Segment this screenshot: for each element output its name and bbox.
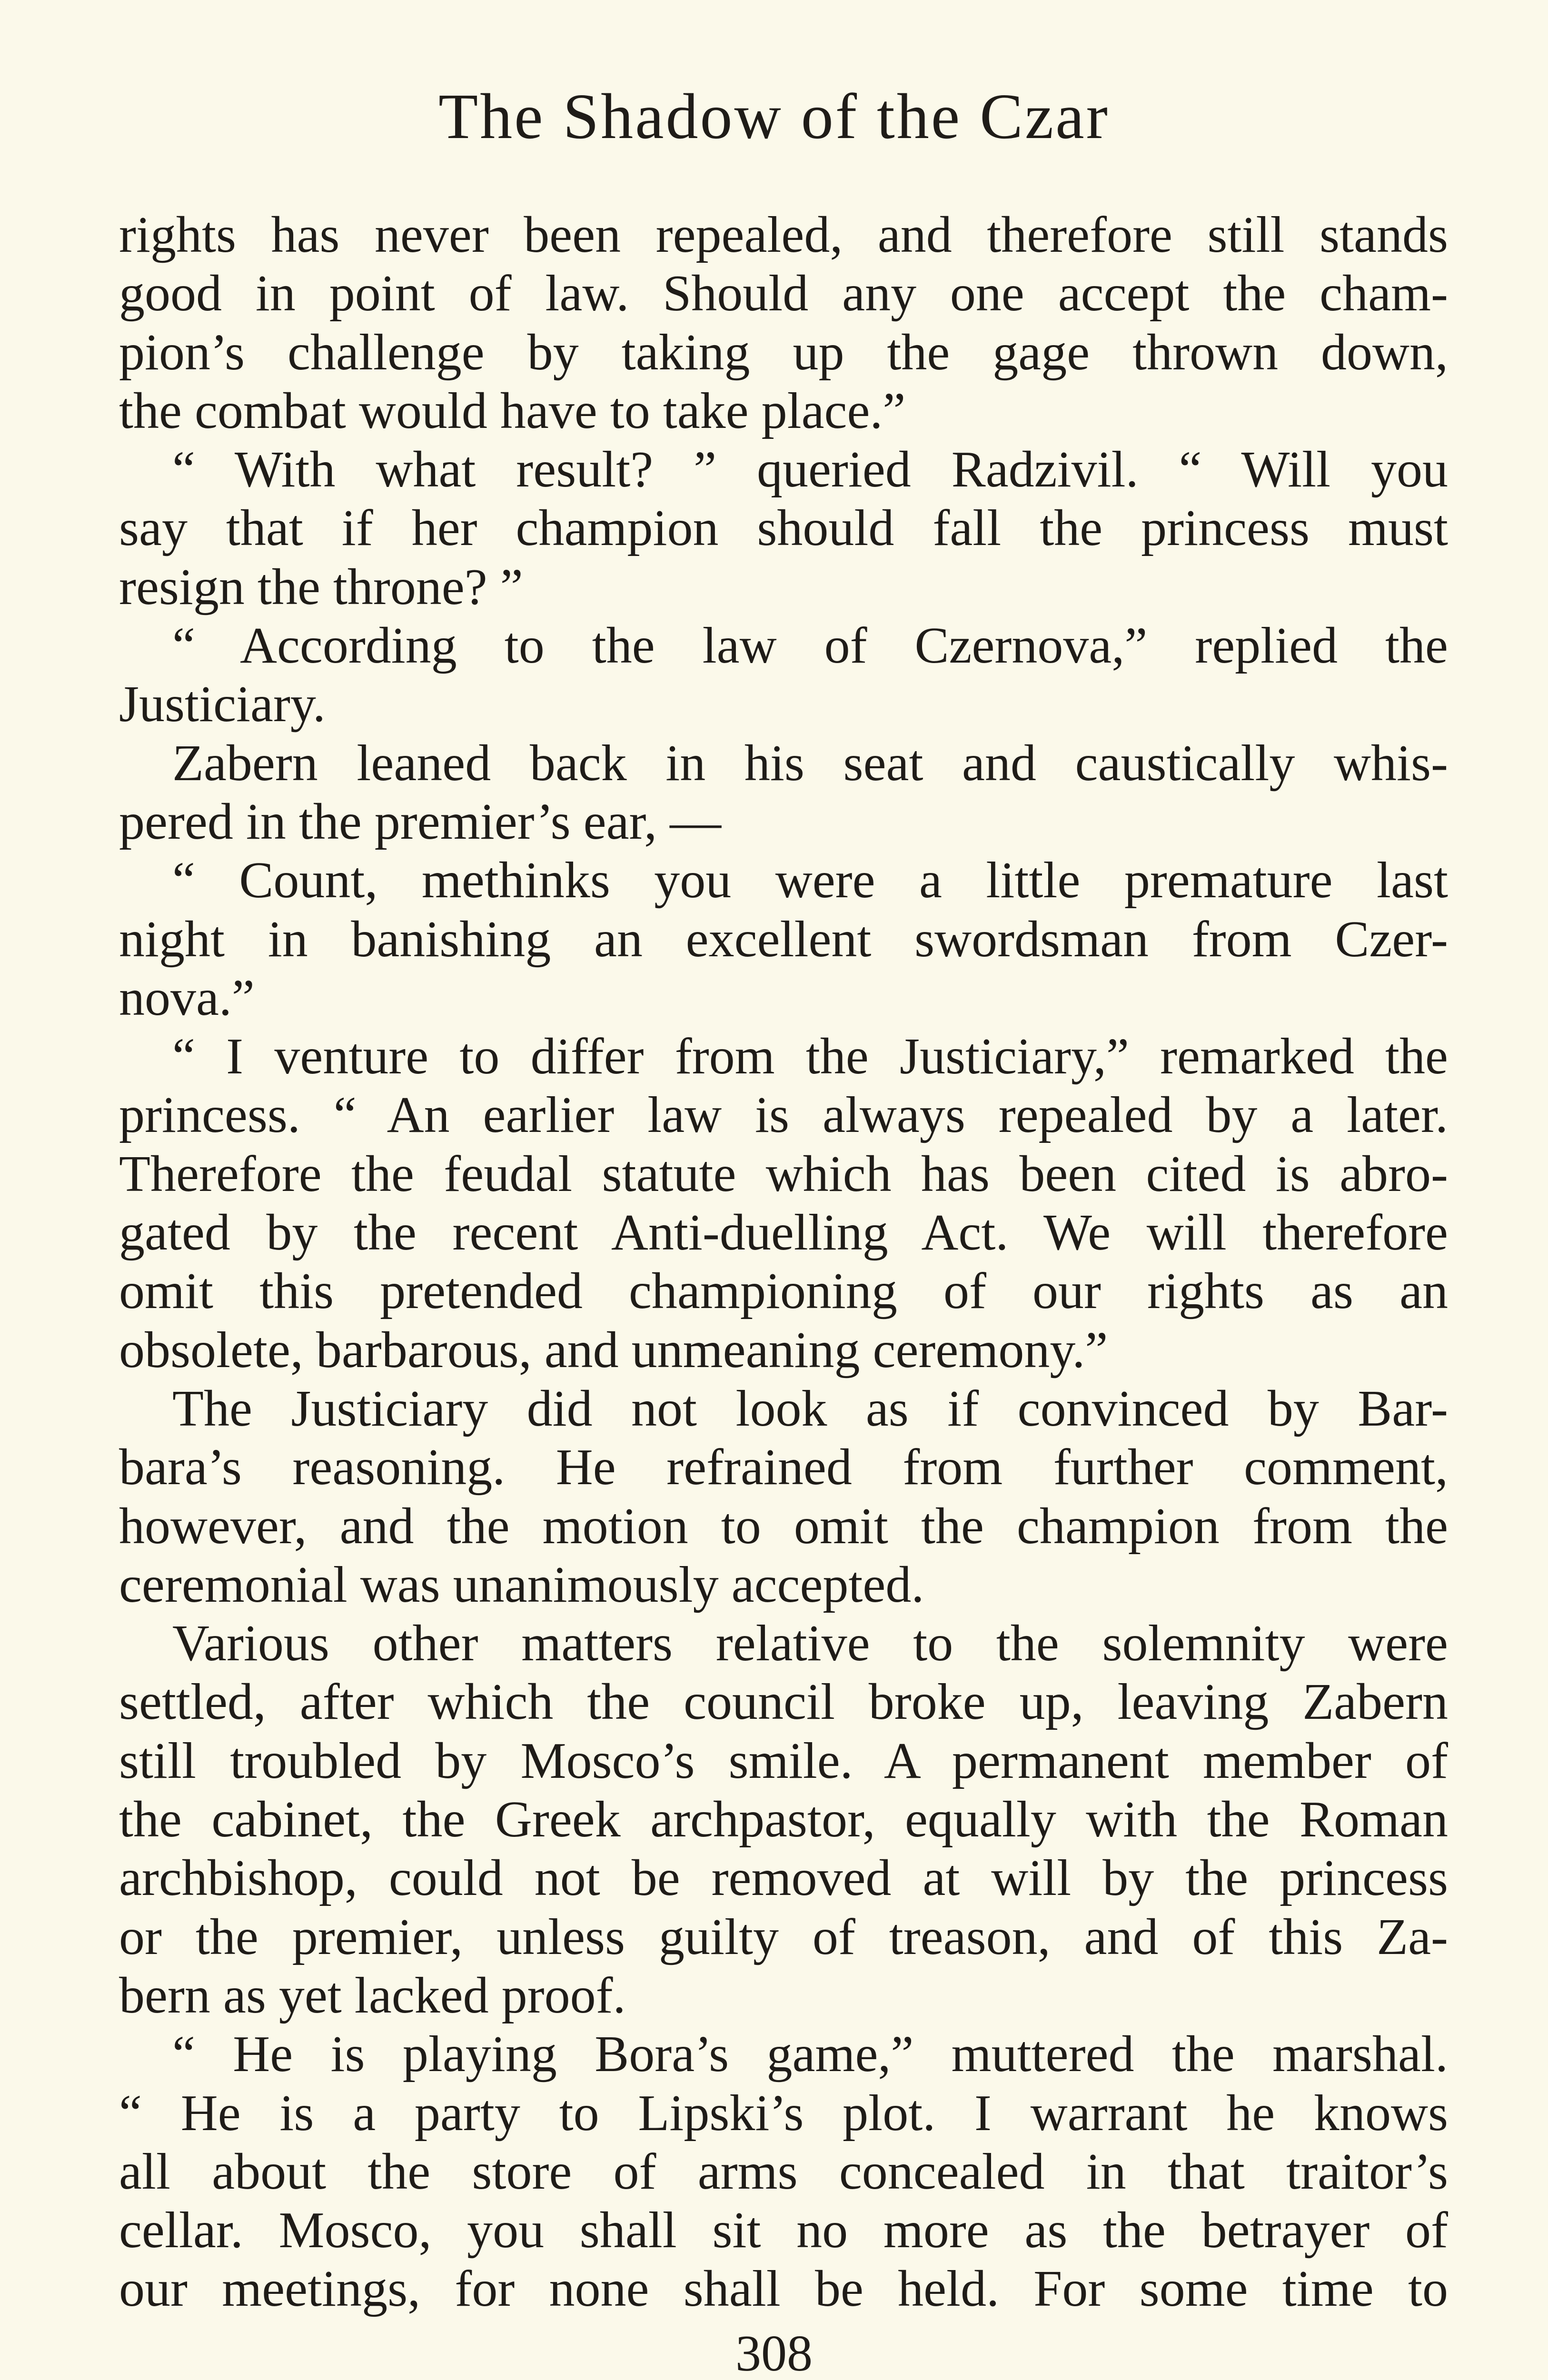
text-line: “ Count, methinks you were a little premature last <box>172 852 1448 909</box>
text-line: the combat would have to take place.” <box>119 382 906 439</box>
text-line: pered in the premier’s ear, — <box>119 793 722 850</box>
text-line: “ According to the law of Czernova,” replied the <box>172 617 1448 674</box>
text-line: “ He is a party to Lipski’s plot. I warrant he knows <box>119 2084 1448 2142</box>
text-line: say that if her champion should fall the princess must <box>119 500 1448 557</box>
text-line: settled, after which the council broke up, leaving Zabern <box>119 1674 1448 1731</box>
text-line: pion’s challenge by taking up the gage thrown down, <box>119 324 1448 381</box>
text-line: “ With what result? ” queried Radzivil. “ Will you <box>172 441 1448 498</box>
text-line: night in banishing an excellent swordsman from Czer- <box>119 911 1448 968</box>
text-line: rights has never been repealed, and therefore still stands <box>119 207 1448 263</box>
text-line: however, and the motion to omit the champion from the <box>119 1497 1448 1555</box>
running-head: The Shadow of the Czar <box>438 81 1110 152</box>
text-line: The Justiciary did not look as if convinced by Bar- <box>172 1380 1448 1437</box>
text-line: Zabern leaned back in his seat and caustically whis- <box>172 734 1448 792</box>
text-line: archbishop, could not be removed at will by the princess <box>119 1850 1448 1907</box>
text-line: Justiciary. <box>119 676 326 733</box>
text-line: omit this pretended championing of our rights as an <box>119 1263 1448 1320</box>
page-number: 308 <box>735 2325 813 2380</box>
text-line: Therefore the feudal statute which has been cited is abro- <box>119 1145 1448 1202</box>
text-line: the cabinet, the Greek archpastor, equally with the Roman <box>119 1791 1448 1848</box>
text-line: or the premier, unless guilty of treason, and of this Za- <box>119 1908 1448 1965</box>
text-line: nova.” <box>119 969 255 1026</box>
text-line: resign the throne? ” <box>119 558 523 615</box>
text-line: all about the store of arms concealed in that traitor’s <box>119 2143 1448 2200</box>
text-line: gated by the recent Anti-duelling Act. We will therefore <box>119 1204 1448 1261</box>
body-text <box>119 206 1448 2319</box>
text-line: still troubled by Mosco’s smile. A permanent member of <box>119 1732 1448 1789</box>
text-line: cellar. Mosco, you shall sit no more as the betrayer of <box>119 2202 1448 2259</box>
text-line: bern as yet lacked proof. <box>119 1967 626 2024</box>
text-line: princess. “ An earlier law is always repealed by a later. <box>119 1087 1448 1144</box>
text-line: bara’s reasoning. He refrained from further comment, <box>119 1439 1448 1496</box>
text-line: ceremonial was unanimously accepted. <box>119 1556 924 1613</box>
text-line: our meetings, for none shall be held. For some time to <box>119 2261 1448 2318</box>
text-line: good in point of law. Should any one accept the cham- <box>119 265 1448 322</box>
text-line: Various other matters relative to the solemnity were <box>172 1615 1448 1672</box>
text-line: obsolete, barbarous, and unmeaning ceremony.” <box>119 1321 1108 1378</box>
text-line: “ I venture to differ from the Justiciary,” remarked the <box>172 1028 1448 1085</box>
text-line: “ He is playing Bora’s game,” muttered the marshal. <box>172 2026 1448 2083</box>
